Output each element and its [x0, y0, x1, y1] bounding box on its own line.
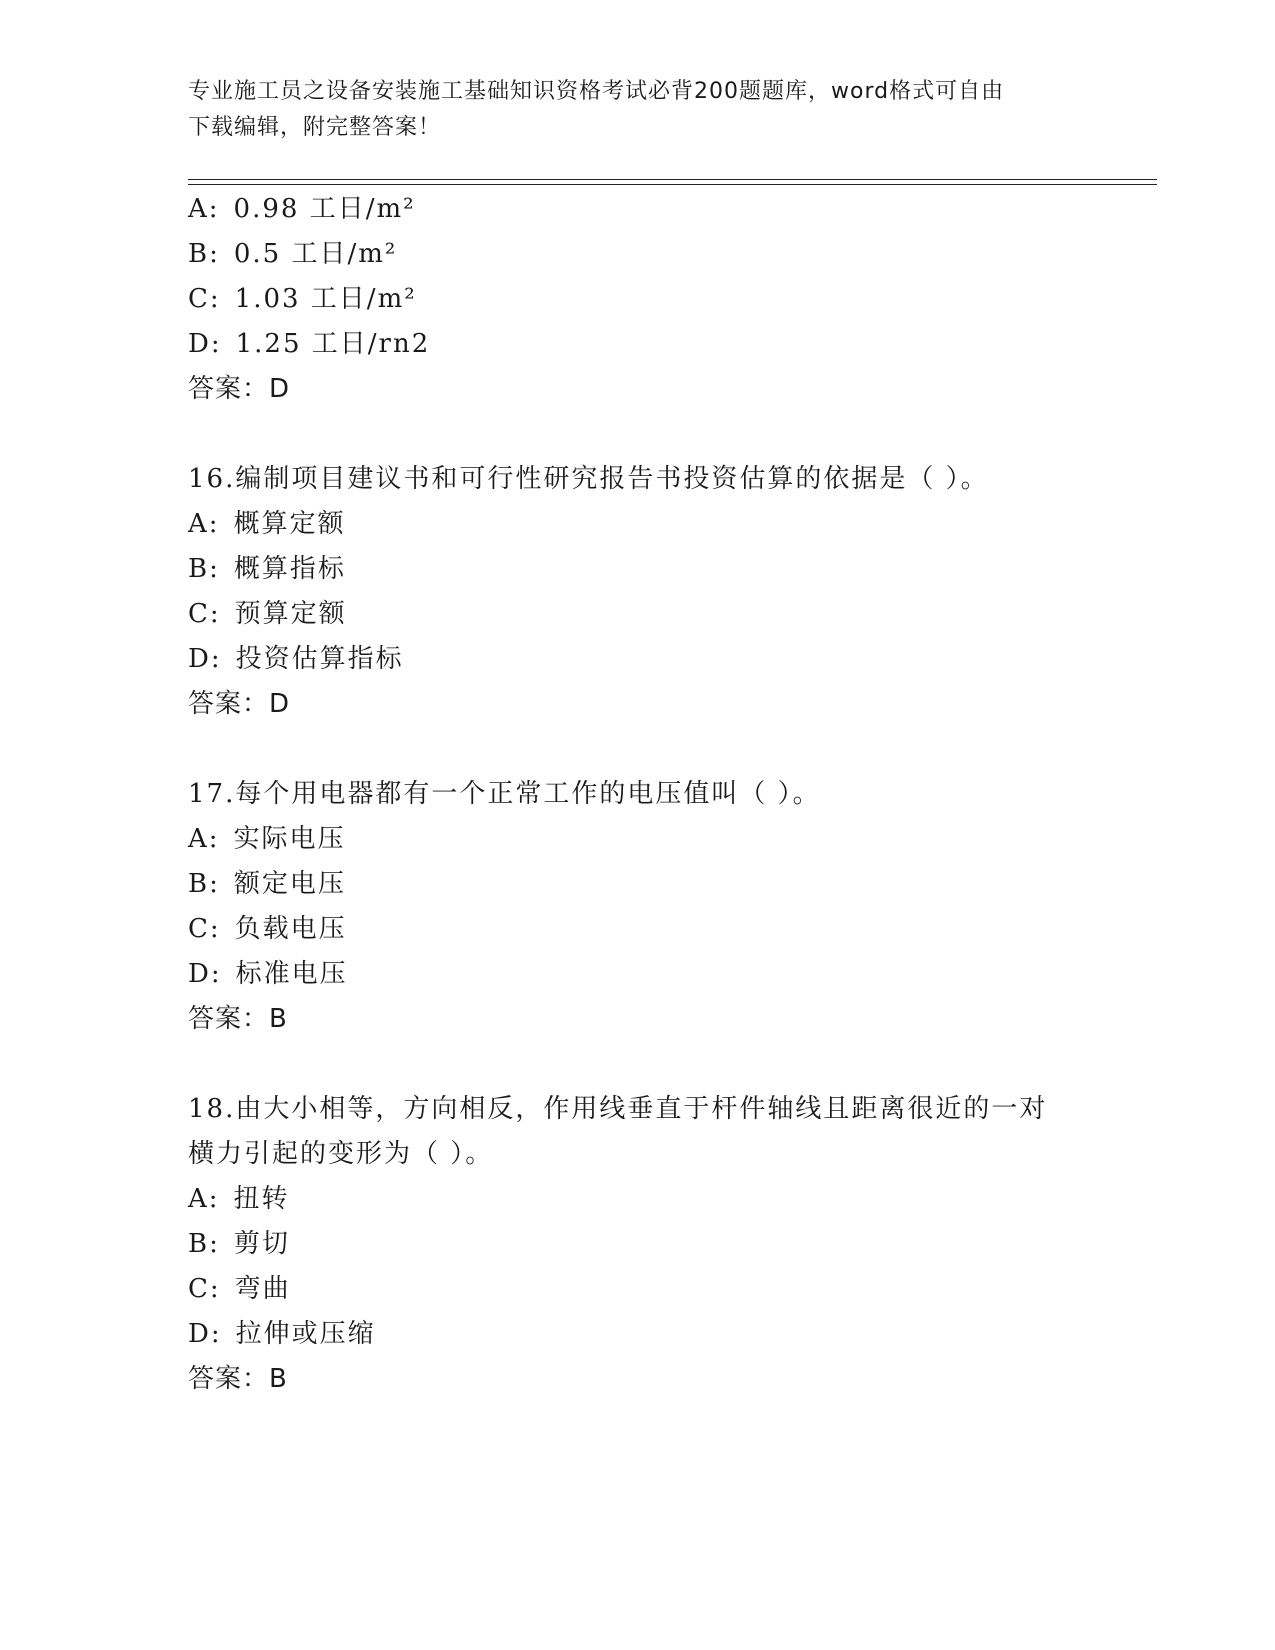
q18-option-b: B: 剪切 — [188, 1229, 290, 1259]
header-line-1: 专业施工员之设备安装施工基础知识资格考试必背200题题库，word格式可自由 — [188, 79, 1005, 104]
q15-option-d: D: 1.25 工日/rn2 — [188, 329, 431, 359]
q15-option-b: B: 0.5 工日/m² — [188, 239, 398, 269]
q17-answer: 答案：B — [188, 1004, 288, 1034]
q16-text: 编制项目建议书和可行性研究报告书投资估算的依据是（ ）。 — [235, 464, 989, 494]
q18-option-a: A: 扭转 — [188, 1184, 290, 1214]
q16-number: 16. — [188, 464, 236, 494]
q15-option-a: A: 0.98 工日/m² — [188, 194, 416, 224]
q17-option-a: A: 实际电压 — [188, 824, 346, 854]
q17-number: 17. — [188, 779, 236, 809]
q17-option-c: C: 负载电压 — [188, 914, 347, 944]
q17-option-d: D: 标准电压 — [188, 959, 348, 989]
q18-number: 18. — [188, 1094, 236, 1124]
q18-answer: 答案：B — [188, 1364, 288, 1394]
q16-answer: 答案：D — [188, 689, 291, 719]
q16-option-d: D: 投资估算指标 — [188, 644, 404, 674]
q15-option-c: C: 1.03 工日/m² — [188, 284, 417, 314]
q17-text: 每个用电器都有一个正常工作的电压值叫（ ）。 — [235, 779, 821, 809]
document-header — [188, 74, 1088, 146]
q16-option-a: A: 概算定额 — [188, 509, 346, 539]
q17-option-b: B: 额定电压 — [188, 869, 346, 899]
q16-option-b: B: 概算指标 — [188, 554, 346, 584]
q16-question — [188, 462, 989, 496]
q18-question-line-2: 横力引起的变形为（ ）。 — [188, 1139, 494, 1169]
header-divider-top — [188, 179, 1157, 180]
header-divider-bottom — [188, 184, 1157, 185]
q18-text-1: 由大小相等，方向相反，作用线垂直于杆件轴线且距离很近的一对 — [235, 1094, 1048, 1124]
q17-question — [188, 777, 821, 811]
q15-answer: 答案：D — [188, 374, 291, 404]
q18-option-c: C: 弯曲 — [188, 1274, 291, 1304]
q16-option-c: C: 预算定额 — [188, 599, 347, 629]
q18-option-d: D: 拉伸或压缩 — [188, 1319, 376, 1349]
header-line-2: 下载编辑，附完整答案！ — [188, 115, 442, 140]
q18-question-line-1 — [188, 1092, 1047, 1126]
